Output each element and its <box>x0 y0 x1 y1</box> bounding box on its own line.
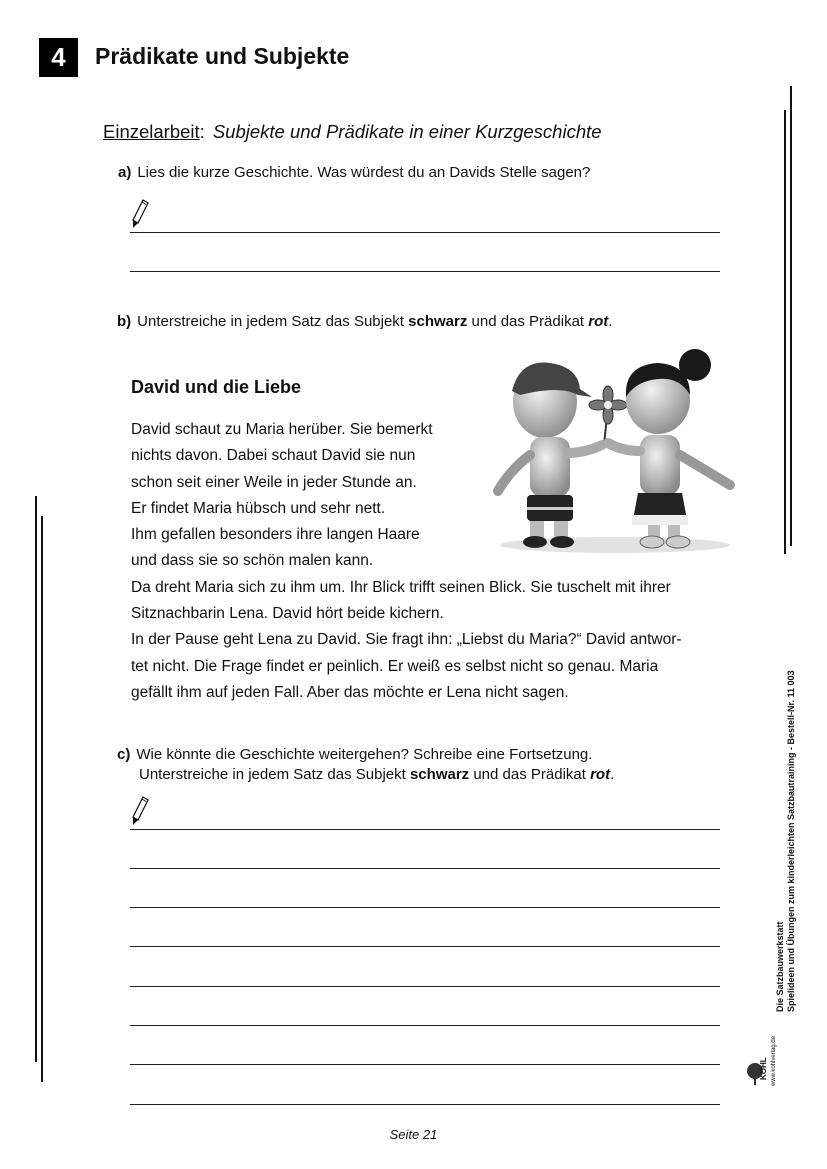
margin-bar-right-1 <box>784 110 786 554</box>
answer-line[interactable] <box>130 271 720 272</box>
story-line: schon seit einer Weile in jeder Stunde an. <box>131 473 417 491</box>
answer-line[interactable] <box>130 946 720 947</box>
story-line: Sitznachbarin Lena. David hört beide kichern. <box>131 605 444 623</box>
page-number: Seite 21 <box>389 1127 438 1142</box>
heading-colon: : <box>199 121 205 142</box>
chapter-title: Prädikate und Subjekte <box>95 43 350 69</box>
task-c-line1: Wie könnte die Geschichte weitergehen? Schreibe eine Fortsetzung. <box>136 746 593 763</box>
pencil-icon <box>131 796 149 826</box>
sidebar-line1: Die Satzbauwerkstatt <box>775 921 785 1012</box>
task-c <box>117 745 614 785</box>
answer-line[interactable] <box>130 1104 720 1105</box>
publisher-name: KOHL <box>759 1057 768 1080</box>
story-line: gefällt ihm auf jeden Fall. Aber das möchte er Lena nicht sagen. <box>131 683 569 701</box>
answer-line[interactable] <box>130 868 720 869</box>
task-b-italic: rot <box>588 313 609 330</box>
story-title: David und die Liebe <box>131 377 302 397</box>
story-line: Er findet Maria hübsch und sehr nett. <box>131 499 386 517</box>
story-line: nichts davon. Dabei schaut David sie nun <box>131 447 416 465</box>
answer-line[interactable] <box>130 1064 720 1065</box>
sidebar-title <box>775 670 797 1012</box>
illustration-two-figures <box>490 345 740 557</box>
story-line: tet nicht. Die Frage findet er peinlich. Er weiß es selbst nicht so genau. Maria <box>131 657 659 675</box>
task-c-text: Unterstreiche in jedem Satz das Subjekt <box>139 766 410 783</box>
task-c-label: c) <box>117 746 131 763</box>
task-b-bold: schwarz <box>408 313 468 330</box>
task-c-end: . <box>610 766 615 783</box>
heading-label: Einzelarbeit <box>103 121 200 142</box>
chapter-number: 4 <box>39 38 78 77</box>
task-b <box>117 313 612 330</box>
task-a-text: Lies die kurze Geschichte. Was würdest du an Davids Stelle sagen? <box>137 164 591 181</box>
task-b-text-mid: und das Prädikat <box>467 313 589 330</box>
task-b-text: Unterstreiche in jedem Satz das Subjekt <box>137 313 409 330</box>
heading-subtitle: Subjekte und Prädikate in einer Kurzgeschichte <box>212 121 602 142</box>
answer-line[interactable] <box>130 232 720 233</box>
task-b-label: b) <box>117 313 132 330</box>
task-a <box>118 164 590 181</box>
task-c-bold: schwarz <box>409 766 470 783</box>
task-a-label: a) <box>118 164 132 181</box>
margin-bar-right-2 <box>790 86 792 546</box>
section-heading <box>103 121 602 143</box>
answer-line[interactable] <box>130 829 720 830</box>
sidebar-line2: Spielideen und Übungen zum kinderleichten Satzbautraining - Bestell-Nr. 11 003 <box>786 670 796 1012</box>
story-line: David schaut zu Maria herüber. Sie bemerkt <box>131 421 433 438</box>
answer-line[interactable] <box>130 907 720 908</box>
task-c-text-mid: und das Prädikat <box>469 766 591 783</box>
story-line: Da dreht Maria sich zu ihm um. Ihr Blick trifft seinen Blick. Sie tuschelt mit ihrer <box>131 578 671 596</box>
margin-bar-left-1 <box>35 496 37 1062</box>
publisher-url[interactable]: www.kohlverlag.de <box>771 1035 777 1086</box>
story-line: und dass sie so schön malen kann. <box>131 552 374 570</box>
answer-line[interactable] <box>130 986 720 987</box>
publisher-logo <box>745 1018 785 1088</box>
task-c-italic: rot <box>590 766 611 783</box>
answer-line[interactable] <box>130 1025 720 1026</box>
pencil-icon <box>131 199 149 229</box>
story-line: In der Pause geht Lena zu David. Sie fragt ihn: „Liebst du Maria?“ David antwor- <box>131 631 682 649</box>
task-b-end: . <box>608 313 613 330</box>
margin-bar-left-2 <box>41 516 43 1082</box>
story-line: Ihm gefallen besonders ihre langen Haare <box>131 526 420 544</box>
